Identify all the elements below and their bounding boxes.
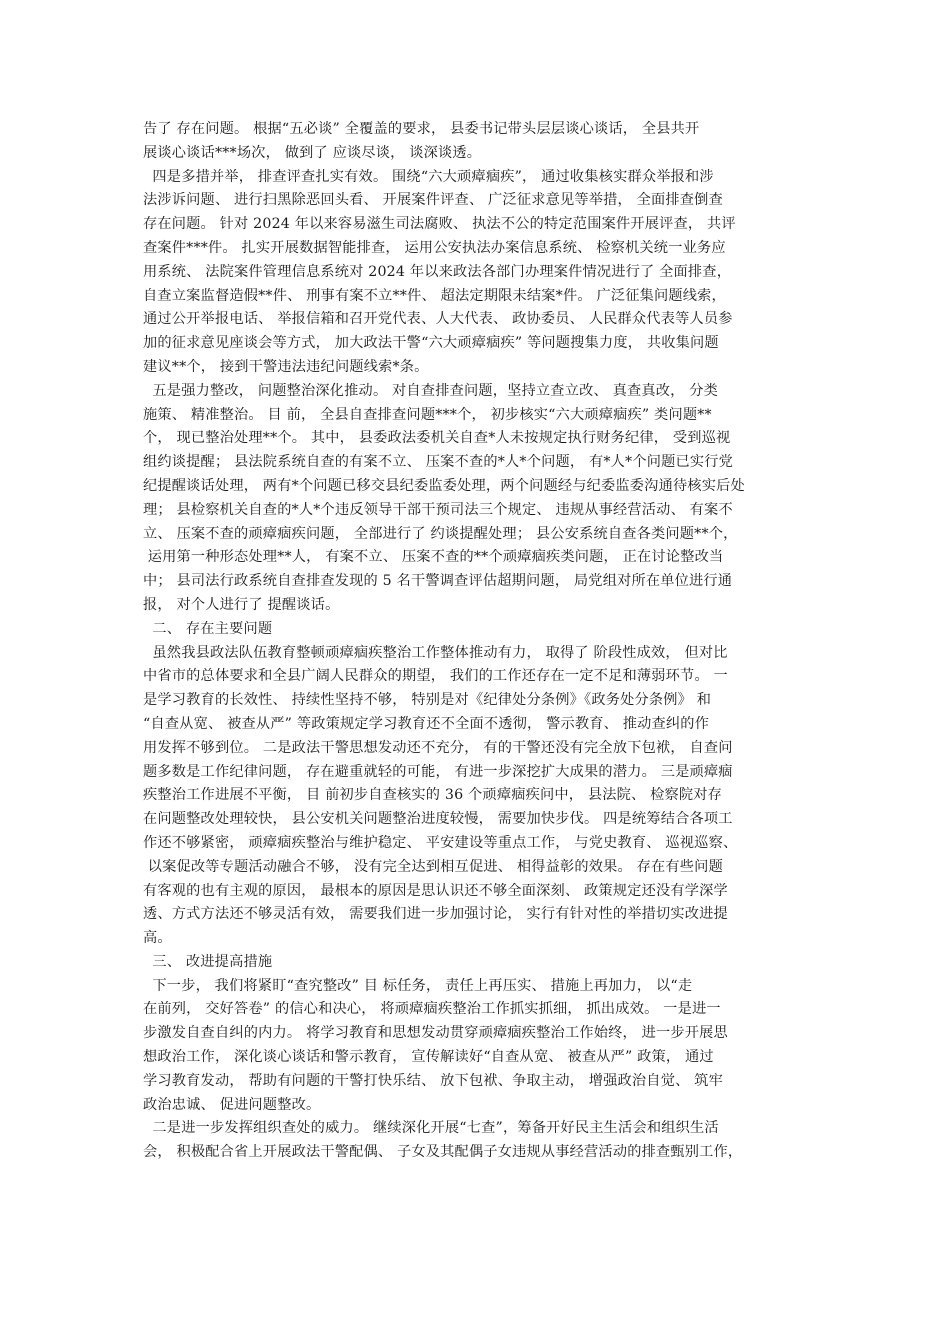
text-line: 疾整治工作进展不平衡， 目 前初步自查核实的 36 个顽瘴痼疾问中， 县法院、 检察院对存: [143, 787, 723, 804]
text-line: 以案促改等专题活动融合不够， 没有完全达到相互促进、 相得益彰的效果。 存在有些问题: [143, 858, 723, 875]
text-line: 二是进一步发挥组织查处的威力。 继续深化开展“七查”，筹备开好民主生活会和组织生活: [143, 1120, 719, 1137]
text-line: 高。: [143, 930, 172, 947]
text-line: 下一步， 我们将紧盯“查究整改” 目 标任务， 责任上再压实、 措施上再加力， 以“走: [143, 977, 693, 994]
text-line: 在问题整改处理较快， 县公安机关问题整治进度较慢， 需要加快步伐。 四是统筹结合各项工: [143, 811, 733, 828]
document-body: [143, 118, 811, 1165]
text-line: 展谈心谈话***场次， 做到了 应谈尽谈， 谈深谈透。: [143, 144, 482, 161]
text-line: 学习教育发动， 帮助有问题的干警打快乐结、 放下包袱、争取主动， 增强政治自觉、 筑牢: [143, 1072, 723, 1089]
text-line: 建议**个， 接到干警违法违纪问题线索*条。: [143, 358, 429, 375]
text-line: 查案件***件。 扎实开展数据智能排查， 运用公安执法办案信息系统、 检察机关统一业务应: [143, 239, 726, 256]
text-line: 在前列， 交好答卷” 的信心和决心， 将顽瘴痼疾整治工作抓实抓细， 抓出成效。 一是进一: [143, 1001, 721, 1018]
text-line: 存在问题。 针对 2024 年以来容易滋生司法腐败、 执法不公的特定范围案件开展评查， 共评: [143, 216, 736, 233]
text-line: 题多数是工作纪律问题， 存在避重就轻的可能， 有进一步深挖扩大成果的潜力。 三是顽瘴痼: [143, 763, 733, 780]
text-line: 五是强力整改， 问题整治深化推动。 对自查排查问题，坚持立查立改、 真查真改， 分类: [143, 382, 718, 399]
text-line: 报， 对个人进行了 提醒谈话。: [143, 596, 340, 613]
text-line: 法涉诉问题、 进行扫黑除恶回头看、 开展案件评查、 广泛征求意见等举措， 全面排查倒查: [143, 192, 723, 209]
text-line: 步激发自查自纠的内力。 将学习教育和思想发动贯穿顽瘴痼疾整治工作始终， 进一步开展思: [143, 1025, 728, 1042]
text-line: 立、 压案不查的顽瘴痼疾问题， 全部进行了 约谈提醒处理； 县公安系统自查各类问题**个，: [143, 525, 738, 542]
text-line: 运用第一种形态处理**人， 有案不立、 压案不查的**个顽瘴痼疾类问题， 正在讨论整改当: [143, 549, 724, 566]
text-line: 是学习教育的长效性、 持续性坚持不够， 特别是对《纪律处分条例》《政务处分条例》 和: [143, 692, 712, 709]
text-line: 施策、 精准整治。 目 前， 全县自查排查问题***个， 初步核实“六大顽瘴痼疾” 类问题**: [143, 406, 712, 423]
text-line: 加的征求意见座谈会等方式， 加大政法干警“六大顽瘴痼疾” 等问题搜集力度， 共收集问题: [143, 335, 719, 352]
text-line: 三、 改进提高措施: [143, 953, 273, 970]
text-line: 理； 县检察机关自查的*人*个违反领导干部干预司法三个规定、 违规从事经营活动、 有案不: [143, 501, 733, 518]
text-line: 透、方式方法还不够灵活有效， 需要我们进一步加强讨论， 实行有针对性的举措切实改进提: [143, 906, 728, 923]
text-line: 会， 积极配合省上开展政法干警配偶、 子女及其配偶子女违规从事经营活动的排查甄别工作，: [143, 1144, 743, 1161]
text-line: 政治忠诚、 促进问题整改。: [143, 1096, 321, 1113]
text-line: 用发挥不够到位。 二是政法干警思想发动还不充分， 有的干警还没有完全放下包袱， 自查问: [143, 739, 733, 756]
text-line: 告了 存在问题。 根据“五必谈” 全覆盖的要求， 县委书记带头层层谈心谈话， 全县共开: [143, 121, 700, 137]
text-line: 组约谈提醒； 县法院系统自查的有案不立、 压案不查的*人*个问题， 有*人*个问题已实行党: [143, 454, 734, 471]
text-line: 中省市的总体要求和全县广阔人民群众的期望， 我们的工作还存在一定不足和薄弱环节。 一: [143, 668, 728, 685]
text-line: “自查从宽、 被查从严” 等政策规定学习教育还不全面不透彻， 警示教育、 推动查纠的作: [143, 715, 710, 732]
text-line: 纪提醒谈话处理， 两有*个问题已移交县纪委监委处理，两个问题经与纪委监委沟通待核实后处: [143, 477, 745, 494]
text-line: 通过公开举报电话、 举报信箱和召开党代表、人大代表、 政协委员、 人民群众代表等人员参: [143, 311, 733, 328]
text-line: 用系统、 法院案件管理信息系统对 2024 年以来政法各部门办理案件情况进行了 全面排查，: [143, 263, 732, 280]
text-line: 想政治工作， 深化谈心谈话和警示教育， 宣传解读好“自查从宽、 被查从严” 政策， 通过: [143, 1049, 714, 1066]
text-line: 自查立案监督造假**件、 刑事有案不立**件、 超法定期限未结案*件。 广泛征集问题线索，: [143, 287, 726, 304]
text-line: 四是多措并举， 排查评查扎实有效。 围绕“六大顽瘴痼疾”， 通过收集核实群众举报和涉: [143, 168, 714, 185]
text-line: 个， 现已整治处理**个。 其中， 县委政法委机关自查*人未按规定执行财务纪律， 受到巡视: [143, 430, 731, 447]
text-line: 有客观的也有主观的原因， 最根本的原因是思认识还不够全面深刻、 政策规定还没有学深学: [143, 882, 728, 899]
text-line: 二、 存在主要问题: [143, 620, 273, 637]
text-line: 作还不够紧密， 顽瘴痼疾整治与维护稳定、 平安建设等重点工作， 与党史教育、 巡视巡察、: [143, 834, 738, 851]
text-line: 中； 县司法行政系统自查排查发现的 5 名干警调查评估超期问题， 局党组对所在单位进行通: [143, 573, 733, 590]
text-line: 虽然我县政法队伍教育整顿顽瘴痼疾整治工作整体推动有力， 取得了 阶段性成效， 但对比: [143, 644, 728, 661]
